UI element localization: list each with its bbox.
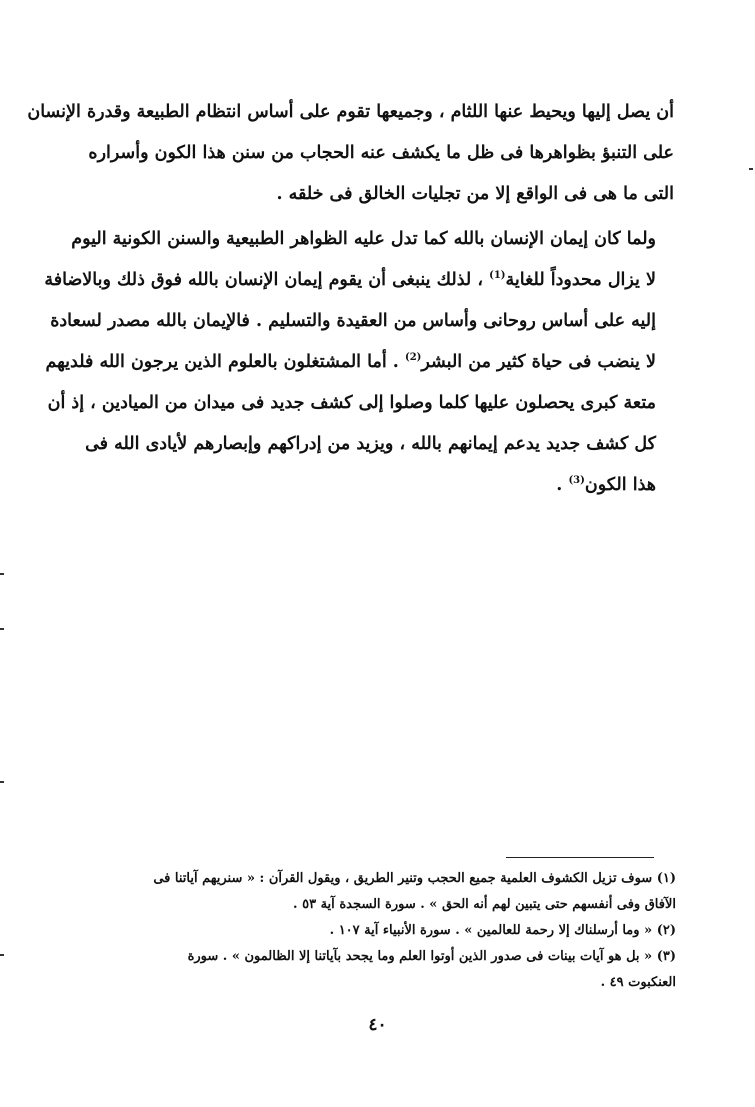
footnote-line: (٣) « بل هو آيات بينات فى صدور الذين أوتوا العلم وما يجحد بآياتنا إلا الظالمون » . سورة bbox=[187, 949, 676, 964]
text-line: ولما كان إيمان الإنسان بالله كما تدل عليه الظواهر الطبيعية والسنن الكونية اليوم bbox=[71, 229, 656, 249]
footnote-line: العنكبوت ٤٩ . bbox=[600, 975, 676, 990]
footnote-ref-3: (3) bbox=[568, 475, 585, 487]
footnote-line: (٢) « وما أرسلناك إلا رحمة للعالمين » . سورة الأنبياء آية ١٠٧ . bbox=[329, 923, 676, 938]
footnote-line: الآفاق وفى أنفسهم حتى يتبين لهم أنه الحق » . سورة السجدة آية ٥٣ . bbox=[293, 897, 676, 912]
main-text bbox=[27, 92, 674, 506]
text-segment: لا ينضب فى حياة كثير من البشر bbox=[421, 352, 656, 372]
text-segment: . bbox=[556, 475, 563, 495]
footnote-ref-1: (1) bbox=[489, 270, 506, 282]
text-line bbox=[45, 342, 674, 383]
text-segment: هذا الكون bbox=[584, 475, 656, 495]
text-line: إليه على أساس روحانى وأساس من العقيدة والتسليم . فالإيمان بالله مصدر لسعادة bbox=[50, 311, 656, 331]
text-line: كل كشف جديد يدعم إيمانهم بالله ، ويزيد من إدراكهم وإبصارهم لأيادى الله فى bbox=[85, 434, 656, 454]
scan-speck bbox=[749, 168, 753, 170]
footnote-ref-2: (2) bbox=[404, 352, 422, 364]
scan-speck bbox=[0, 628, 4, 630]
footnote-line: (١) سوف تزيل الكشوف العلمية جميع الحجب وتنير الطريق ، ويقول القرآن : « سنريهم آياتنا فى bbox=[153, 871, 676, 886]
text-segment: لا يزال محدوداً للغاية bbox=[505, 270, 656, 290]
paragraph-2 bbox=[44, 219, 674, 506]
scan-speck bbox=[0, 954, 4, 956]
footnotes bbox=[76, 866, 676, 996]
text-line: التى ما هى فى الواقع إلا من تجليات الخالق فى خلقه . bbox=[276, 184, 674, 204]
text-line bbox=[76, 465, 674, 506]
footnote-divider bbox=[506, 857, 654, 858]
scan-speck bbox=[0, 781, 4, 783]
text-line bbox=[44, 260, 674, 301]
scan-speck bbox=[0, 573, 4, 575]
text-segment: . أما المشتغلون بالعلوم الذين يرجون الله فلديهم bbox=[45, 352, 399, 372]
paragraph-1 bbox=[27, 92, 674, 215]
text-line: أن يصل إليها ويحيط عنها اللثام ، وجميعها تقوم على أساس انتظام الطبيعة وقدرة الإنسان bbox=[27, 102, 674, 122]
page-number: ٤٠ bbox=[368, 1015, 387, 1035]
text-line: متعة كبرى يحصلون عليها كلما وصلوا إلى كشف جديد فى ميدان من الميادين ، إذ أن bbox=[47, 393, 656, 413]
text-line: على التنبؤ بظواهرها فى ظل ما يكشف عنه الحجاب من سنن هذا الكون وأسراره bbox=[88, 143, 674, 163]
text-segment: ، لذلك ينبغى أن يقوم إيمان الإنسان بالله فوق ذلك وبالاضافة bbox=[44, 270, 483, 290]
